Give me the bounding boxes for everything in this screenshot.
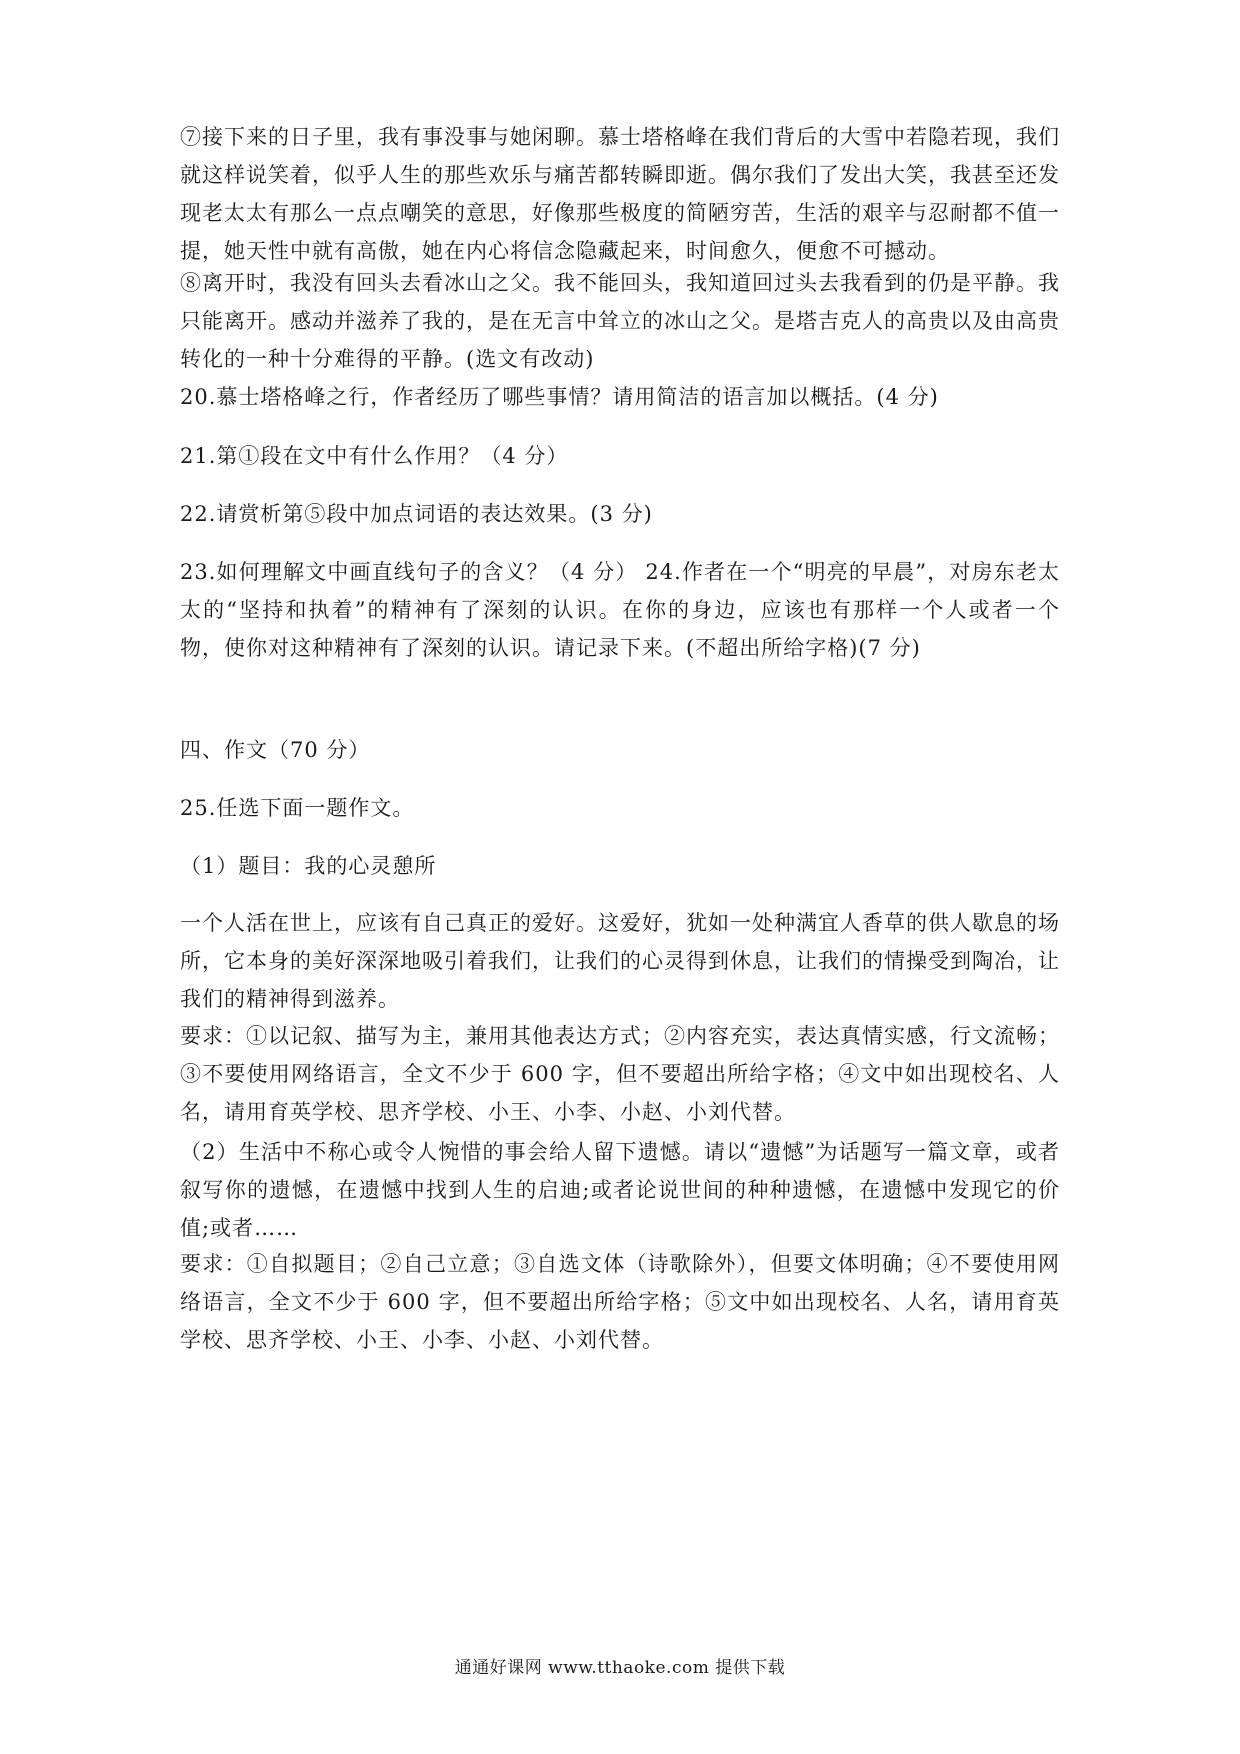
page-footer: 通通好课网 www.tthaoke.com 提供下载 [454,1658,786,1678]
question-25: 25.任选下面一题作文。 [180,796,415,820]
question-23-24: 23.如何理解文中画直线句子的含义？（4 分） 24.作者在一个“明亮的早晨”，对房东老太太的“坚持和执着”的精神有了深刻的认识。在你的身边，应该也有那样一个人或者一个物，使你对这种精神有了深刻的认识。请记录下来。(不超出所给字格)(7 分) [180,560,1060,660]
question-20: 20.慕士塔格峰之行，作者经历了哪些事情？请用简洁的语言加以概括。(4 分) [180,385,939,409]
paragraph-8: ⑧离开时，我没有回头去看冰山之父。我不能回头，我知道回过头去我看到的仍是平静。我只能离开。感动并滋养了我的，是在无言中耸立的冰山之父。是塔吉克人的高贵以及由高贵转化的一种十分难得的平静。(选文有改动) [180,271,1060,371]
essay-topic-1-title: （1）题目：我的心灵憩所 [180,854,437,878]
paragraph-7: ⑦接下来的日子里，我有事没事与她闲聊。慕士塔格峰在我们背后的大雪中若隐若现，我们就这样说笑着，似乎人生的那些欢乐与痛苦都转瞬即逝。偶尔我们了发出大笑，我甚至还发现老太太有那么一点点嘲笑的意思，好像那些极度的简陋穷苦，生活的艰辛与忍耐都不值一提，她天性中就有高傲，她在内心将信念隐藏起来，时间愈久，便愈不可撼动。 [180,125,1060,263]
essay-topic-2-prompt: （2）生活中不称心或令人惋惜的事会给人留下遗憾。请以“遗憾”为话题写一篇文章，或者叙写你的遗憾，在遗憾中找到人生的启迪;或者论说世间的种种遗憾，在遗憾中发现它的价值;或者…… [180,1140,1060,1240]
question-21: 21.第①段在文中有什么作用？（4 分） [180,444,569,468]
question-22: 22.请赏析第⑤段中加点词语的表达效果。(3 分) [180,502,653,526]
section-heading-composition: 四、作文（70 分） [180,738,371,762]
essay-topic-2-requirements: 要求：①自拟题目；②自己立意；③自选文体（诗歌除外），但要文体明确；④不要使用网络语言，全文不少于 600 字，但不要超出所给字格；⑤文中如出现校名、人名，请用育英学校、思齐学校、小王、小李、小赵、小刘代替。 [180,1252,1060,1352]
essay-topic-1-requirements: 要求：①以记叙、描写为主，兼用其他表达方式；②内容充实，表达真情实感，行文流畅；③不要使用网络语言，全文不少于 600 字，但不要超出所给字格；④文中如出现校名、人名，请用育英学校、思齐学校、小王、小李、小赵、小刘代替。 [180,1024,1060,1124]
essay-topic-1-prompt: 一个人活在世上，应该有自己真正的爱好。这爱好，犹如一处种满宜人香草的供人歇息的场所，它本身的美好深深地吸引着我们，让我们的心灵得到休息，让我们的情操受到陶冶，让我们的精神得到滋养。 [180,911,1060,1011]
